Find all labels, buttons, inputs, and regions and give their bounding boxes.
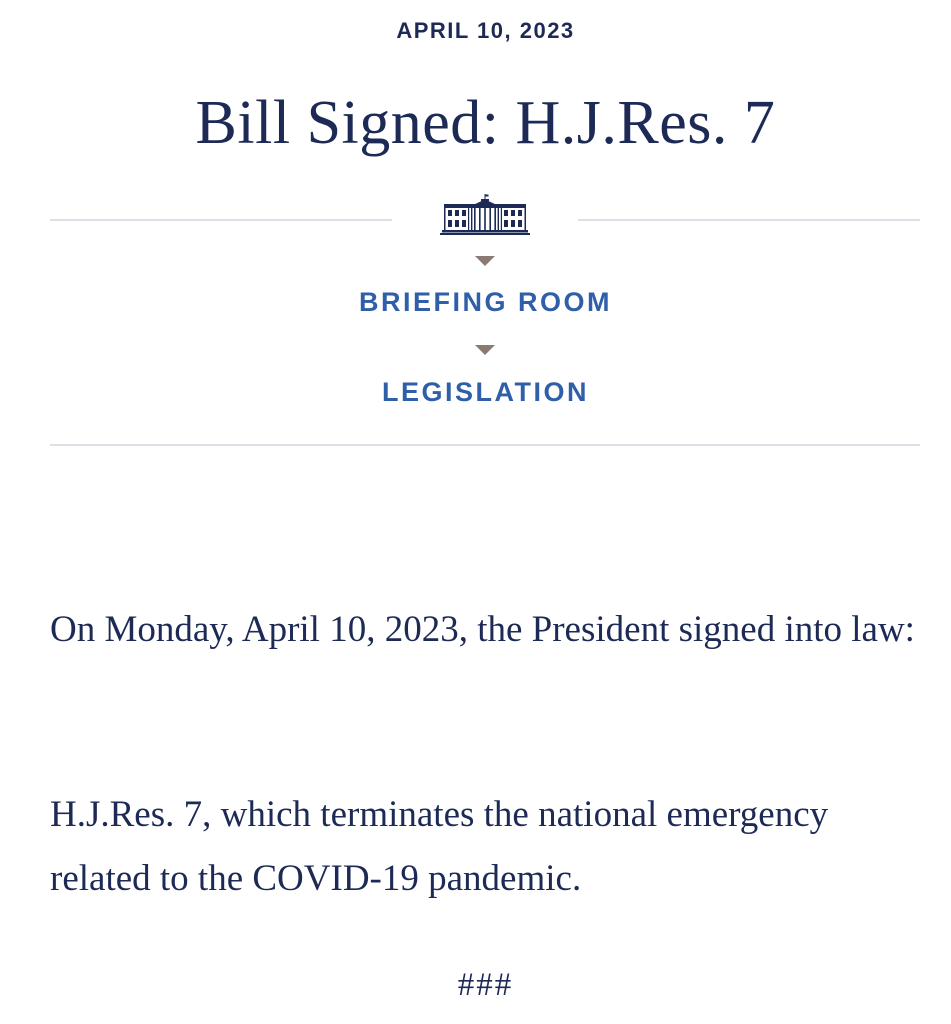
white-house-icon xyxy=(440,194,530,236)
caret-down-icon xyxy=(475,256,495,266)
page-title: Bill Signed: H.J.Res. 7 xyxy=(195,89,776,157)
article-date: APRIL 10, 2023 xyxy=(396,18,575,43)
end-mark: ### xyxy=(457,967,514,1003)
caret-down-icon xyxy=(475,345,495,355)
divider-right xyxy=(578,219,920,221)
divider-left xyxy=(50,219,392,221)
breadcrumb-legislation[interactable]: LEGISLATION xyxy=(382,377,589,407)
divider-bottom xyxy=(50,444,920,446)
breadcrumb-briefing-room[interactable]: BRIEFING ROOM xyxy=(359,287,612,317)
body-paragraph-2: H.J.Res. 7, which terminates the national emergency related to the COVID-19 pandemic. xyxy=(50,794,829,899)
body-paragraph-1: On Monday, April 10, 2023, the President signed into law: xyxy=(50,609,915,650)
